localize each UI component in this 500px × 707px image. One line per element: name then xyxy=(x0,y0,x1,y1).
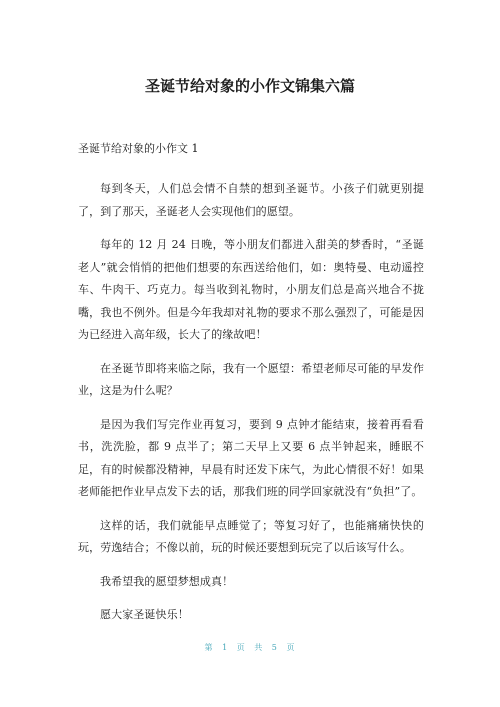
paragraph: 是因为我们写完作业再复习，要到 9 点钟才能结束，接着再看看书，洗洗脸，都 9 点半了；第二天早上又要 6 点半钟起来，睡眠不足，有的时候都没精神，早晨有时还发下床气，为此心情很不好！如果老师能把作业早点发下去的话，那我们班的同学回家就没有“负担”了。 xyxy=(78,417,424,498)
paragraph: 我希望我的愿望梦想成真！ xyxy=(100,574,234,588)
paragraph: 愿大家圣诞快乐！ xyxy=(100,608,189,621)
paragraph: 在圣诞节即将来临之际，我有一个愿望：希望老师尽可能的早发作业，这是为什么呢？ xyxy=(78,361,424,397)
section-subtitle: 圣诞节给对象的小作文 1 xyxy=(78,142,199,155)
paragraph: 每年的 12 月 24 日晚，等小朋友们都进入甜美的梦香时，“圣诞老人”就会悄悄的把他们想要的东西送给他们，如：奥特曼、电动遥控车、牛肉干、巧克力。每当收到礼物时，小朋友们总是高兴地合不拢嘴，我也不例外。但是今年我却对礼物的要求不那么强烈了，可能是因为已经进入高年级，长大了的缘故吧！ xyxy=(78,238,424,341)
paragraph: 这样的话，我们就能早点睡觉了；等复习好了，也能痛痛快快的玩，劳逸结合；不像以前，玩的时候还要想到玩完了以后该写什么。 xyxy=(78,518,424,554)
page-number-footer: 第 1 页 共 5 页 xyxy=(204,643,296,652)
document-body xyxy=(78,178,424,638)
paragraph: 每到冬天，人们总会情不自禁的想到圣诞节。小孩子们就更别提了，到了那天，圣诞老人会实现他们的愿望。 xyxy=(78,182,424,218)
document-title: 圣诞节给对象的小作文锦集六篇 xyxy=(144,77,355,95)
